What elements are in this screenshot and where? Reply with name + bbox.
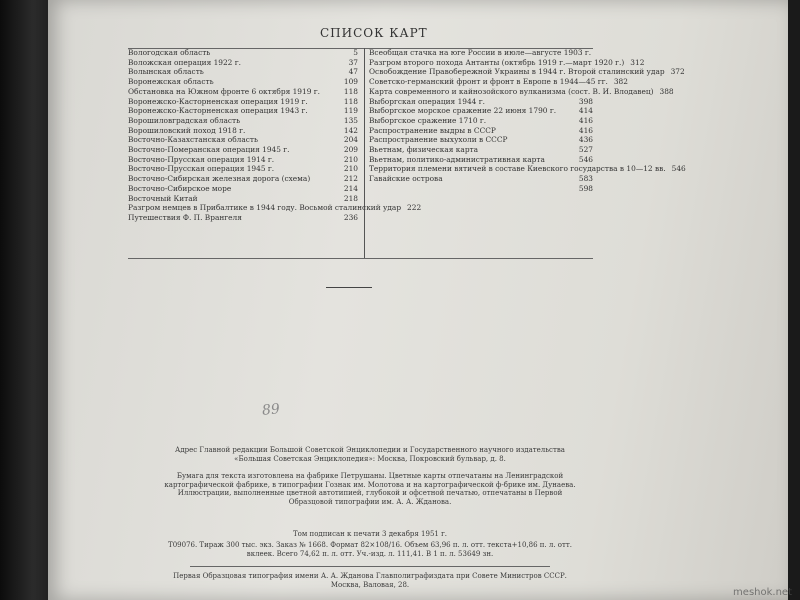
list-item bbox=[369, 135, 593, 145]
column-divider bbox=[364, 48, 365, 258]
list-item-label: Восточный Китай bbox=[128, 193, 198, 203]
imprint-address: Адрес Главной редакции Большой Советской Энциклопедии и Государственного научного издательства «Большая Советская Энциклопедия»: Москва, Покровский бульвар, д. 8. bbox=[175, 446, 565, 463]
list-item-label: Восточно-Прусская операция 1914 г. bbox=[128, 154, 275, 164]
list-item-label: Разгром немцев в Прибалтике в 1944 году. Восьмой сталинский удар bbox=[128, 203, 402, 213]
list-item bbox=[128, 48, 358, 58]
list-item-label: Гавайские острова bbox=[369, 174, 443, 184]
list-item bbox=[128, 155, 358, 165]
list-item-page: 210 bbox=[343, 164, 358, 174]
list-item-page: 135 bbox=[343, 115, 358, 125]
list-item-label: Воложская операция 1922 г. bbox=[128, 57, 241, 67]
list-item-label: Разгром второго похода Антанты (октябрь 1919 г.—март 1920 г.) bbox=[369, 57, 625, 67]
list-item-label: Ворошиловградская область bbox=[128, 115, 241, 125]
list-item bbox=[369, 48, 593, 58]
list-item-label: Территория племени вятичей в составе Киевского государства в 10—12 вв. bbox=[369, 164, 666, 174]
list-item-label: Выборгское морское сражение 22 июня 1790 г. bbox=[369, 106, 557, 116]
list-item-label: Восточно-Померанская операция 1945 г. bbox=[128, 145, 290, 155]
list-item-page: 204 bbox=[343, 135, 358, 145]
list-item-label: Воронежско-Касторненская операция 1943 г. bbox=[128, 106, 308, 116]
list-item-page: 47 bbox=[348, 67, 358, 77]
list-item-label: Восточно-Прусская операция 1945 г. bbox=[128, 164, 275, 174]
list-item-label: Волынская область bbox=[128, 67, 204, 77]
list-item-page: 583 bbox=[578, 174, 593, 184]
list-item-page: 212 bbox=[343, 174, 358, 184]
list-item bbox=[128, 87, 358, 97]
list-item-label: Вьетнам, физическая карта bbox=[369, 145, 479, 155]
maps-list-right bbox=[369, 48, 686, 194]
list-item-label: Восточно-Сибирское море bbox=[128, 183, 232, 193]
list-item-page: 416 bbox=[578, 125, 593, 135]
list-item bbox=[128, 97, 358, 107]
table-bottom-rule bbox=[128, 258, 593, 259]
list-item-page: 222 bbox=[407, 203, 422, 213]
list-item-label: Восточно-Казахстанская область bbox=[128, 135, 259, 145]
list-item bbox=[128, 194, 358, 204]
list-item bbox=[128, 126, 358, 136]
list-item bbox=[128, 116, 358, 126]
list-item bbox=[128, 174, 358, 184]
list-item-page: 119 bbox=[343, 106, 358, 116]
list-item-label: Воронежско-Касторненская операция 1919 г. bbox=[128, 96, 308, 106]
list-item bbox=[128, 58, 358, 68]
list-item-page: 218 bbox=[343, 193, 358, 203]
list-item-page: 209 bbox=[343, 145, 358, 155]
list-item bbox=[128, 164, 358, 174]
list-item-page: 388 bbox=[659, 86, 674, 96]
list-item-page: 5 bbox=[353, 48, 358, 57]
list-item-label: Вологодская область bbox=[128, 48, 211, 57]
list-item-label: Ворошиловский поход 1918 г. bbox=[128, 125, 246, 135]
list-item bbox=[128, 145, 358, 155]
list-item-page: 118 bbox=[343, 96, 358, 106]
section-separator bbox=[326, 287, 372, 288]
imprint-tech: Т09076. Тираж 300 тыс. экз. Заказ № 1668. Формат 82×108/16. Объем 63,96 п. л. отт. текста+10,86 п. л. отт. вклеек. Всего 74,62 п. л. отт. Уч.-изд. л. 111,41. В 1 п. л. 53649 зн. bbox=[168, 541, 572, 558]
list-item bbox=[369, 67, 685, 77]
list-item-page: 236 bbox=[343, 212, 358, 222]
list-item-label: Карта современного и кайнозойского вулканизма (сост. В. И. Влодавец) bbox=[369, 86, 654, 96]
list-item-page: 382 bbox=[613, 77, 628, 87]
list-item-page: 118 bbox=[343, 86, 358, 96]
list-item-page: 214 bbox=[343, 183, 358, 193]
list-item-page: 414 bbox=[578, 106, 593, 116]
list-item bbox=[369, 116, 593, 126]
list-item-label: Распространение выдры в СССР bbox=[369, 125, 496, 135]
list-item-page: 37 bbox=[348, 57, 358, 67]
list-item-page: 372 bbox=[670, 67, 685, 77]
list-item bbox=[369, 155, 593, 165]
imprint-printer: Первая Образцовая типография имени А. А. Жданова Главполиграфиздата при Совете Министров СССР. Москва, Валовая, 28. bbox=[173, 572, 567, 589]
imprint-rule bbox=[190, 566, 550, 567]
list-item-label: Обстановка на Южном фронте 6 октября 1919 г. bbox=[128, 86, 320, 96]
list-item bbox=[128, 213, 358, 223]
list-item bbox=[128, 106, 358, 116]
list-item-page: 142 bbox=[343, 125, 358, 135]
list-item-page: 312 bbox=[630, 57, 645, 67]
list-item-label: Путешествия Ф. П. Врангеля bbox=[128, 212, 242, 222]
list-item bbox=[128, 67, 358, 77]
list-item-label: Вьетнам, политико-административная карта bbox=[369, 154, 545, 164]
list-item-label: Выборгская операция 1944 г. bbox=[369, 96, 485, 106]
list-item-page: 210 bbox=[343, 154, 358, 164]
list-item-page: 527 bbox=[578, 145, 593, 155]
list-item bbox=[369, 106, 593, 116]
list-item-label: Всеобщая стачка на юге России в июле—августе 1903 г. bbox=[369, 48, 592, 57]
list-item-page: 598 bbox=[578, 183, 593, 193]
list-item bbox=[128, 184, 358, 194]
pencil-mark: 89 bbox=[261, 401, 281, 419]
list-item-page: 546 bbox=[578, 154, 593, 164]
list-item bbox=[369, 86, 674, 97]
list-item-label: Освобождение Правобережной Украины в 1944 г. Второй сталинский удар bbox=[369, 67, 665, 77]
imprint-paper: Бумага для текста изготовлена на фабрике Петрушаны. Цветные карты отпечатаны на Ленинградской картографической фабрике, в типографии Гознак им. Молотова и на картографической ф-брике им. Дунаева. Иллюстрации, выполненные цветной автотипией, глубокой и офсетной печатью, отпечатаны в Первой Образцовой типографии им. А. А. Жданова. bbox=[164, 472, 576, 506]
list-item bbox=[369, 184, 593, 194]
list-item bbox=[369, 145, 593, 155]
list-item bbox=[369, 164, 686, 174]
list-item-label: Восточно-Сибирская железная дорога (схема) bbox=[128, 174, 311, 184]
list-item bbox=[128, 203, 422, 213]
list-item bbox=[128, 77, 358, 87]
list-item bbox=[128, 135, 358, 145]
list-item bbox=[369, 174, 593, 184]
list-item-label: Воронежская область bbox=[128, 77, 214, 87]
list-item-label: Выборгское сражение 1710 г. bbox=[369, 115, 487, 125]
page-title: СПИСОК КАРТ bbox=[320, 26, 428, 40]
list-item-page: 416 bbox=[578, 115, 593, 125]
list-item-page: 109 bbox=[343, 77, 358, 87]
list-item bbox=[369, 97, 593, 107]
list-item-page: 398 bbox=[578, 96, 593, 106]
imprint-signed: Том подписан к печати 3 декабря 1951 г. bbox=[293, 530, 447, 538]
list-item-page: 436 bbox=[578, 135, 593, 145]
list-item bbox=[369, 77, 628, 87]
list-item-page: 546 bbox=[671, 164, 686, 174]
watermark-text: meshok.net bbox=[733, 587, 792, 598]
list-item-label: Распространение выхухоли в СССР bbox=[369, 135, 508, 145]
list-item bbox=[369, 126, 593, 136]
list-item-label: Советско-германский фронт и фронт в Европе в 1944—45 гг. bbox=[369, 77, 608, 87]
list-item bbox=[369, 57, 645, 68]
